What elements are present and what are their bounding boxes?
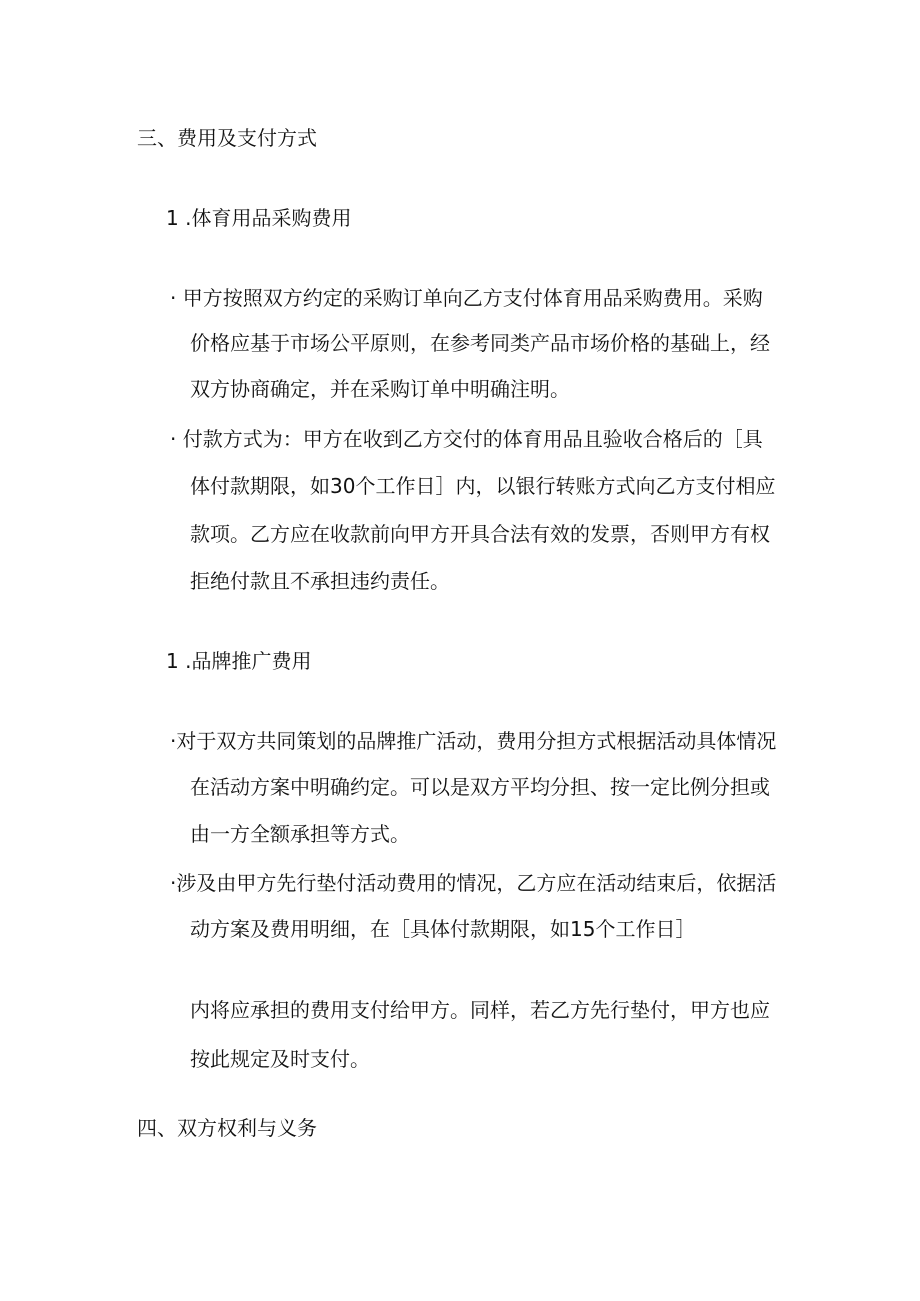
paragraph-line: 由一方全额承担等方式。 [190,822,410,846]
paragraph-line: · 付款方式为：甲方在收到乙方交付的体育用品且验收合格后的［具 [170,427,763,451]
paragraph-line: 款项。乙方应在收款前向甲方开具合法有效的发票，否则甲方有权 [190,522,770,546]
subsection-1-title: 1 .体育用品采购费用 [166,206,352,230]
paragraph-line: · 甲方按照双方约定的采购订单向乙方支付体育用品采购费用。采购 [170,286,763,310]
paragraph-line: ·对于双方共同策划的品牌推广活动，费用分担方式根据活动具体情况 [170,729,777,753]
paragraph-line: 价格应基于市场公平原则，在参考同类产品市场价格的基础上，经 [190,331,770,355]
paragraph-line: 按此规定及时支付。 [190,1047,370,1071]
paragraph-line: ·涉及由甲方先行垫付活动费用的情况，乙方应在活动结束后，依据活 [170,871,777,895]
section-4-heading: 四、双方权利与义务 [137,1116,317,1140]
paragraph-line: 动方案及费用明细，在［具体付款期限，如15个工作日］ [190,917,696,941]
subsection-2-title: 1 .品牌推广费用 [166,649,312,673]
paragraph-line: 内将应承担的费用支付给甲方。同样，若乙方先行垫付，甲方也应 [190,998,770,1022]
paragraph-line: 拒绝付款且不承担违约责任。 [190,569,450,593]
paragraph-line: 在活动方案中明确约定。可以是双方平均分担、按一定比例分担或 [190,775,770,799]
paragraph-line: 双方协商确定，并在采购订单中明确注明。 [190,377,570,401]
section-3-heading: 三、费用及支付方式 [137,126,317,150]
paragraph-line: 体付款期限，如30个工作日］内，以银行转账方式向乙方支付相应 [190,474,776,498]
